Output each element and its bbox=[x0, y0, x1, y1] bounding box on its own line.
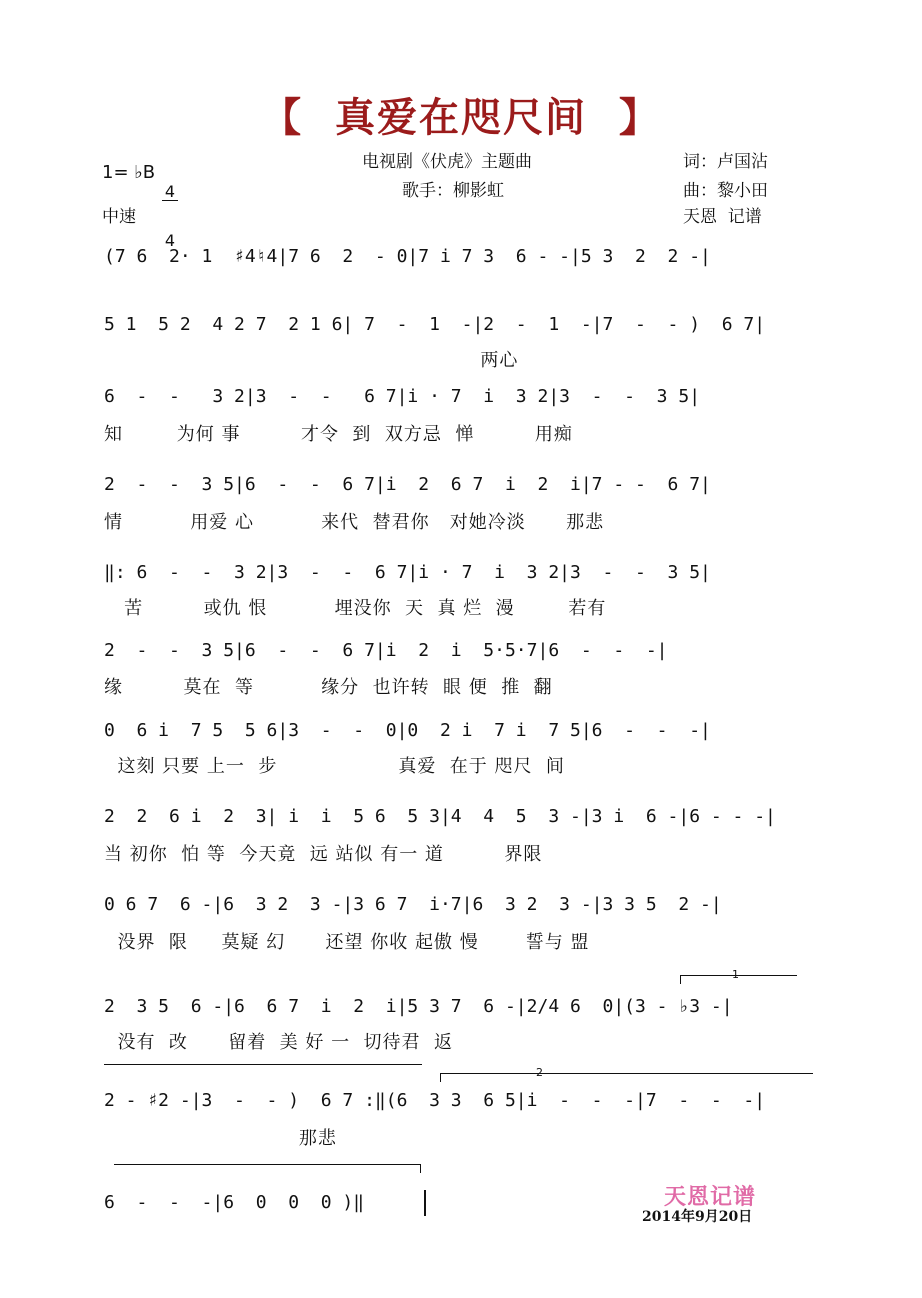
system-4-notes: 2 - - 3 5|6 - - 6 7|i 2 6 7 i 2 i|7 - - 6 7| bbox=[104, 474, 711, 495]
system-7-notes: 0 6 i 7 5 5 6|3 - - 0|0 2 i 7 i 7 5|6 - - -| bbox=[104, 720, 711, 741]
system-10-notes: 2 3 5 6 -|6 6 7 i 2 i|5 3 7 6 -|2/4 6 0|(3 - ♭3 -| bbox=[104, 996, 733, 1017]
system-12-notes: 6 - - -|6 0 0 0 )‖ bbox=[104, 1192, 365, 1213]
tempo-marking: 中速 bbox=[102, 207, 136, 227]
system-10-lyrics: 没有 改 留着 美 好 一 切待君 返 bbox=[104, 1032, 453, 1053]
system-1-notes: (7 6 2· 1 ♯4♮4|7 6 2 - 0|7 i 7 3 6 - -|5 3 2 2 -| bbox=[104, 246, 711, 267]
volta-2-number: 2 bbox=[536, 1066, 543, 1079]
system-9-notes: 0 6 7 6 -|6 3 2 3 -|3 6 7 i·7|6 3 2 3 -|3 3 5 2 -| bbox=[104, 894, 722, 915]
system-6-lyrics: 缘 莫在 等 缘分 也许转 眼 便 推 翻 bbox=[104, 677, 553, 698]
system-2-notes: 5 1 5 2 4 2 7 2 1 6| 7 - 1 -|2 - 1 -|7 - - ) 6 7| bbox=[104, 314, 766, 335]
system-8-lyrics: 当 初你 怕 等 今天竟 远 站似 有一 道 界限 bbox=[104, 844, 543, 865]
volta-2-bracket bbox=[440, 1073, 813, 1082]
volta-1-number: 1 bbox=[732, 968, 739, 981]
system-8-notes: 2 2 6 i 2 3| i i 5 6 5 3|4 4 5 3 -|3 i 6 -|6 - - -| bbox=[104, 806, 776, 827]
song-title: 【 真爱在咫尺间 】 bbox=[261, 95, 661, 141]
final-barline bbox=[424, 1190, 426, 1216]
system-4-lyrics: 情 用爱 心 来代 替君你 对她冷淡 那悲 bbox=[104, 512, 605, 533]
transcriber-stamp: 天恩记谱 bbox=[664, 1184, 757, 1210]
volta-1-continuation bbox=[104, 1064, 422, 1065]
system-5-lyrics: 苦 或仇 恨 埋没你 天 真 烂 漫 若有 bbox=[104, 598, 607, 619]
system-6-notes: 2 - - 3 5|6 - - 6 7|i 2 i 5·5·7|6 - - -| bbox=[104, 640, 668, 661]
singer: 歌手：柳影虹 bbox=[402, 181, 504, 201]
transcriber: 天恩 记谱 bbox=[683, 207, 762, 227]
system-11-notes: 2 - ♯2 -|3 - - ) 6 7 :‖(6 3 3 6 5|i - - -|7 - - -| bbox=[104, 1090, 766, 1111]
subtitle: 电视剧《伏虎》主题曲 bbox=[362, 152, 532, 172]
system-3-lyrics: 知 为何 事 才令 到 双方忌 惮 用痴 bbox=[104, 424, 573, 445]
system-11-lyrics: 那悲 bbox=[104, 1128, 337, 1149]
transcription-date: 2014年9月20日 bbox=[642, 1209, 753, 1225]
system-2-lyrics: 两心 bbox=[104, 350, 519, 371]
volta-2-continuation bbox=[114, 1164, 421, 1173]
system-9-lyrics: 没界 限 莫疑 幻 还望 你收 起傲 慢 誓与 盟 bbox=[104, 932, 590, 953]
system-7-lyrics: 这刻 只要 上一 步 真爱 在于 咫尺 间 bbox=[104, 756, 565, 777]
system-3-notes: 6 - - 3 2|3 - - 6 7|i · 7 i 3 2|3 - - 3 5| bbox=[104, 386, 701, 407]
lyricist: 词：卢国沾 bbox=[683, 152, 768, 172]
composer: 曲：黎小田 bbox=[683, 181, 768, 201]
key-signature: 1= ♭B bbox=[102, 162, 156, 183]
system-5-notes: ‖: 6 - - 3 2|3 - - 6 7|i · 7 i 3 2|3 - - 3 5| bbox=[104, 562, 711, 583]
time-signature-top: 4 bbox=[162, 184, 178, 201]
time-signature-bottom: 4 bbox=[164, 231, 176, 250]
